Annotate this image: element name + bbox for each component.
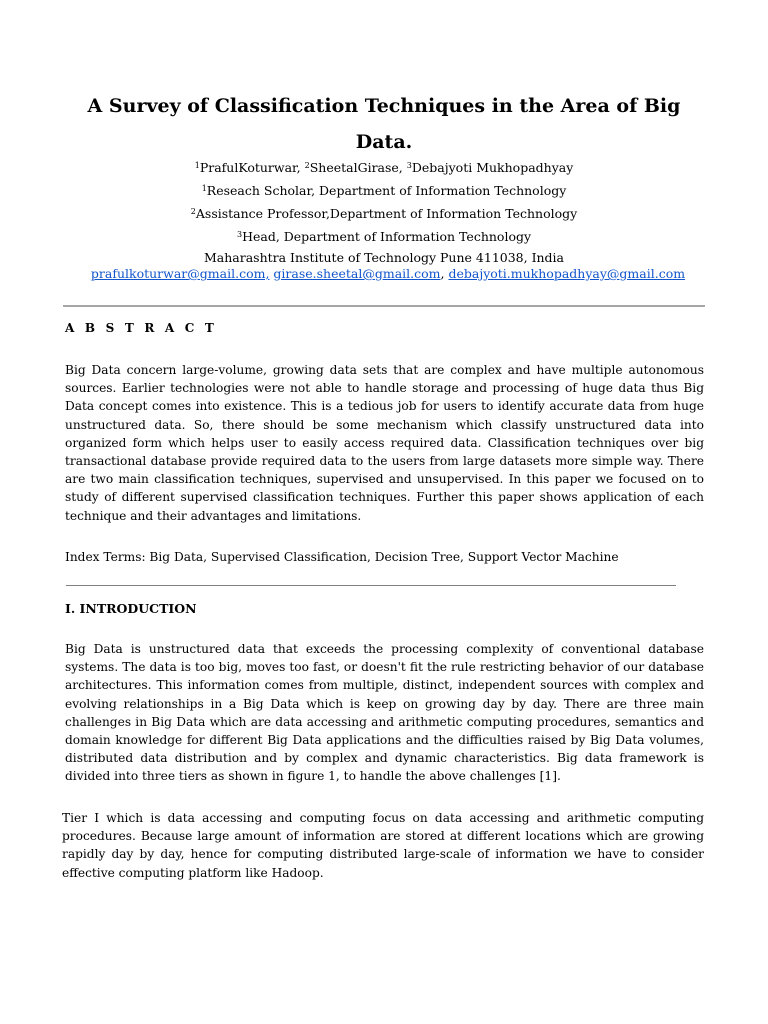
paper-title: [0, 88, 768, 160]
author-block: [0, 155, 768, 268]
paper-title-line-2: Data.: [355, 131, 413, 153]
author-2-sup: 2: [304, 161, 310, 170]
affiliation-2-sup: 2: [190, 207, 196, 216]
introduction-paragraph-1: Big Data is unstructured data that exceeds the processing complexity of conventional database systems. The data is too big, moves too fast, or doesn't fit the rule restricting behavior of our database architectures. This information comes from multiple, distinct, independent sources with complex and evolving relationships in a Big Data which is keep on growing day by day. There are three main challenges in Big Data which are data accessing and arithmetic computing procedures, semantics and domain knowledge for different Big Data applications and the difficulties raised by Big Data volumes, distributed data distribution and by complex and dynamic characteristics. Big data framework is divided into three tiers as shown in figure 1, to handle the above challenges [1].: [65, 642, 704, 784]
author-2-name: SheetalGirase,: [309, 160, 407, 175]
institute: Maharashtra Institute of Technology Pune 411038, India: [203, 250, 565, 265]
affiliation-2: [0, 201, 768, 224]
introduction-paragraph-2: Tier I which is data accessing and computing focus on data accessing and arithmetic computing procedures. Because large amount of information are stored at different locations which are growing rapidly day by day, hence for computing distributed large-scale of information we have to consider effective computing platform like Hadoop.: [62, 811, 704, 880]
abstract-heading: A B S T R A C T: [65, 321, 218, 335]
affiliation-2-text: Assistance Professor,Department of Information Technology: [195, 206, 578, 221]
author-3-sup: 3: [406, 161, 412, 170]
author-3-name: Debajyoti Mukhopadhyay: [411, 160, 574, 175]
email-separator-2: ,: [440, 266, 449, 281]
email-link-koturwar[interactable]: prafulkoturwar@gmail.com,: [90, 266, 270, 281]
affiliation-1-text: Reseach Scholar, Department of Information Technology: [206, 183, 567, 198]
author-1-sup: 1: [194, 161, 200, 170]
author-names: [0, 155, 768, 178]
affiliation-1-sup: 1: [201, 184, 207, 193]
affiliation-1: [0, 178, 768, 201]
paper-title-line-1: A Survey of Classification Techniques in the Area of Big: [87, 95, 681, 117]
introduction-heading: I. INTRODUCTION: [65, 601, 197, 616]
author-1-name: PrafulKoturwar,: [199, 160, 305, 175]
affiliation-3: [0, 224, 768, 247]
index-terms: Index Terms: Big Data, Supervised Classification, Decision Tree, Support Vector Machine: [65, 550, 619, 564]
affiliation-3-sup: 3: [236, 230, 243, 239]
header-divider: [63, 305, 705, 307]
email-link-mukhopadhyay[interactable]: debajyoti.mukhopadhyay@gmail.com: [448, 266, 686, 281]
email-list: [0, 265, 768, 283]
email-link-girase[interactable]: girase.sheetal@gmail.com: [273, 266, 441, 281]
abstract-body: Big Data concern large-volume, growing data sets that are complex and have multiple autonomous sources. Earlier technologies were not able to handle storage and processing of huge data thus Big Data concept comes into existence. This is a tedious job for users to identify accurate data from huge unstructured data. So, there should be some mechanism which classify unstructured data into organized form which helps user to easily access required data. Classification techniques over big transactional database provide required data to the users from large datasets more simple way. There are two main classification techniques, supervised and unsupervised. In this paper we focused on to study of different supervised classification techniques. Further this paper shows application of each technique and their advantages and limitations.: [65, 363, 704, 523]
abstract-divider: [66, 585, 676, 586]
affiliation-3-text: Head, Department of Information Technology: [242, 229, 532, 244]
